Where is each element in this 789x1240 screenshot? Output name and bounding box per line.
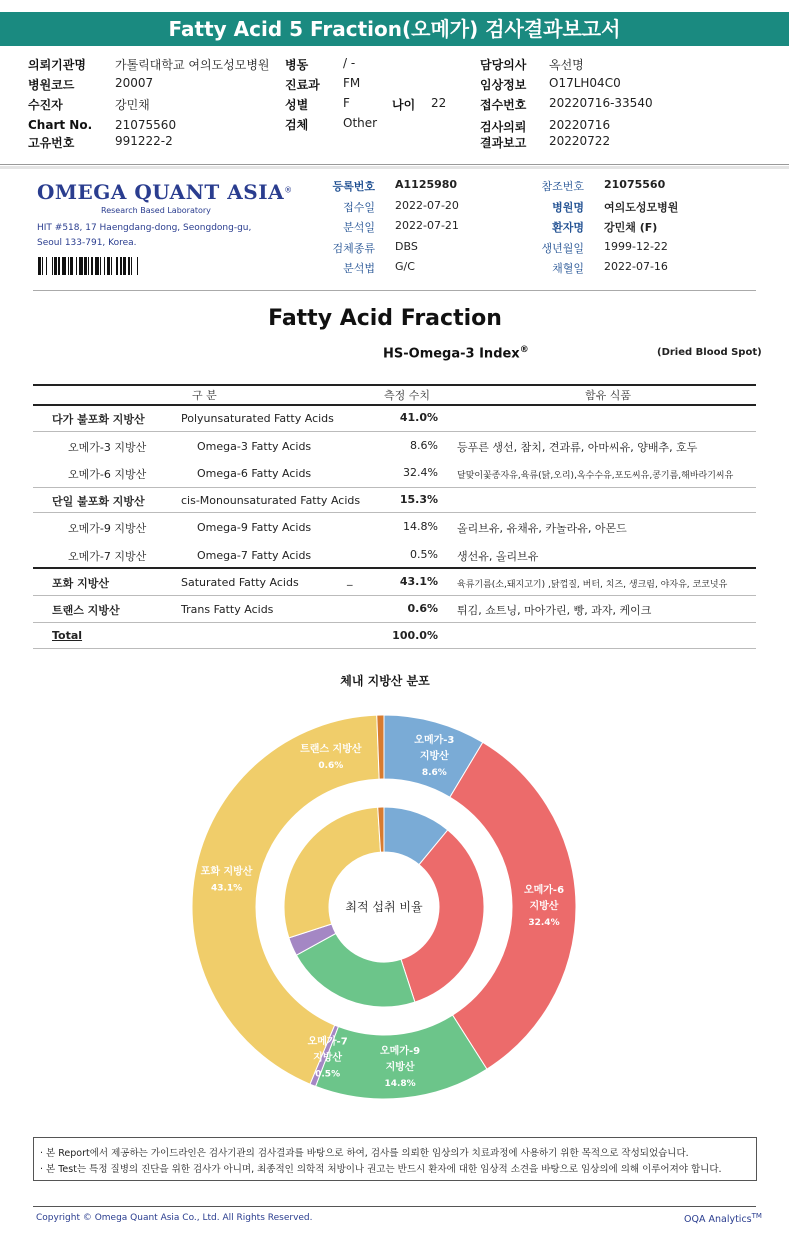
row-en: Omega-3 Fatty Acids — [197, 440, 312, 453]
row-en: Polyunsaturated Fatty Acids — [181, 412, 334, 425]
field-value: 2022-07-21 — [395, 219, 459, 232]
row-rule — [33, 512, 756, 513]
field-value: 1999-12-22 — [604, 239, 668, 253]
header-value: F — [343, 96, 350, 110]
field-label: 참조번호 — [541, 180, 584, 193]
subtitle-mark: ® — [519, 345, 529, 355]
header-label: 수진자 — [28, 98, 63, 112]
row-kr: 다가 불포화 지방산 — [52, 413, 145, 426]
sample-type: (Dried Blood Spot) — [657, 347, 762, 358]
logo-main: OMEGA QUANT ASIA — [37, 180, 285, 204]
slice-value-label: 32.4% — [528, 917, 560, 928]
row-kr: 포화 지방산 — [52, 577, 109, 590]
row-value: 14.8% — [403, 520, 438, 533]
row-food: 튀김, 쇼트닝, 마아가린, 빵, 과자, 케이크 — [457, 604, 652, 617]
table-top-rule — [33, 384, 756, 386]
field-value: 2022-07-20 — [395, 198, 459, 212]
header-label: 담당의사 — [480, 58, 527, 72]
disclaimer-line-1: · 본 Report에서 제공하는 가이드라인은 검사기관의 검사결과를 바탕으로 하여, 검사를 의뢰한 임상의가 치료과정에 사용하기 위한 목적으로 작성되었습니다. — [40, 1148, 689, 1159]
header-value: 옥선명 — [549, 58, 584, 72]
row-en: Omega-6 Fatty Acids — [197, 467, 312, 480]
header-value: O17LH04C0 — [549, 76, 621, 90]
field-value: 2022-07-16 — [604, 260, 668, 273]
field-value: DBS — [395, 239, 418, 253]
header-label: 병원코드 — [28, 78, 75, 92]
slice-name-label: 지방산 — [313, 1052, 343, 1064]
field-label: 병원명 — [552, 200, 584, 214]
row-kr: 단일 불포화 지방산 — [52, 495, 145, 508]
header-value: 20220716-33540 — [549, 96, 653, 110]
slice-name-label: 지방산 — [529, 900, 559, 912]
slice-value-label: 14.8% — [384, 1079, 416, 1090]
field-label: 접수일 — [343, 200, 375, 214]
report-title: Fatty Acid 5 Fraction(오메가) 검사결과보고서 — [0, 12, 789, 46]
total-label: Total — [52, 629, 83, 642]
field-label: 생년월일 — [541, 241, 584, 255]
row-rule — [33, 487, 756, 488]
header-value: / - — [343, 56, 356, 70]
header-bottom-rule — [33, 404, 756, 406]
footer-brand — [684, 1212, 762, 1225]
slice-value-label: 0.5% — [315, 1069, 341, 1080]
row-kr: 오메가-6 지방산 — [68, 468, 147, 481]
row-food: 달맞이꽃종자유,육류(닭,오리),옥수수유,포도씨유,콩기름,해바라기씨유 — [457, 471, 734, 481]
row-en: Omega-7 Fatty Acids — [197, 549, 312, 562]
row-en: cis-Monounsaturated Fatty Acids — [181, 494, 361, 507]
field-value: 강민채 (F) — [604, 221, 658, 234]
field-label: 채혈일 — [552, 262, 584, 275]
brand-text: OQA Analytics — [684, 1214, 752, 1226]
header-value: 강민채 — [115, 98, 150, 112]
logo-mark: ® — [284, 185, 293, 195]
field-value: 여의도성모병원 — [604, 200, 679, 214]
footer-copyright: Copyright © Omega Quant Asia Co., Ltd. All Rights Reserved. — [36, 1213, 313, 1223]
fatty-acid-donut-chart — [0, 700, 789, 1120]
chart-title: 체내 지방산 분포 — [340, 674, 430, 688]
header-value: 20220722 — [549, 134, 611, 148]
col-header-category: 구 분 — [192, 389, 217, 402]
field-label: 등록번호 — [332, 180, 375, 193]
slice-name-label: 트랜스 지방산 — [300, 744, 362, 756]
subtitle-text: HS-Omega-3 Index — [383, 346, 520, 362]
header-label: 진료과 — [285, 78, 320, 92]
slice-name-label: 포화 지방산 — [200, 866, 253, 878]
slice-name-label: 오메가-9 — [380, 1046, 421, 1058]
row-en: Saturated Fatty Acids — [181, 576, 299, 589]
brand-mark: TM — [751, 1212, 762, 1220]
logo-sub: Research Based Laboratory — [101, 206, 211, 215]
header-value: 20007 — [115, 76, 154, 90]
header-value: 991222-2 — [115, 134, 173, 148]
field-label: 검체종류 — [332, 241, 375, 255]
row-food: 생선유, 올리브유 — [457, 550, 539, 563]
col-header-food: 함유 식품 — [585, 389, 632, 402]
header-label: 검사의뢰 — [480, 120, 527, 134]
age-label: 나이 — [392, 98, 416, 112]
field-value: G/C — [395, 260, 415, 273]
header-value: 20220716 — [549, 118, 611, 132]
row-rule — [33, 431, 756, 432]
lab-address-2: Seoul 133-791, Korea. — [37, 238, 137, 248]
field-label: 환자명 — [552, 221, 584, 234]
header-value: 가톨릭대학교 여의도성모병원 — [115, 58, 270, 72]
row-food: 등푸른 생선, 참치, 견과류, 아마씨유, 양배추, 호두 — [457, 441, 698, 454]
row-dash: _ — [347, 573, 353, 586]
header-label: 성별 — [285, 98, 309, 112]
disclaimer-line-2: · 본 Test는 특정 질병의 진단을 위한 검사가 아니며, 최종적인 의학적 처방이나 권고는 반드시 환자에 대한 임상적 소견을 바탕으로 임상의에 의해 이루어져야 합니다. — [40, 1164, 722, 1175]
field-value: A1125980 — [395, 178, 458, 191]
row-value: 43.1% — [399, 575, 438, 588]
row-food: 육류기름(소,돼지고기) ,닭껍질, 버터, 치즈, 생크림, 야자유, 코코넛유 — [457, 580, 728, 590]
field-label: 분석일 — [343, 221, 375, 234]
row-value: 41.0% — [399, 411, 438, 424]
row-kr: 오메가-9 지방산 — [68, 522, 147, 535]
slice-name-label: 오메가-7 — [307, 1036, 348, 1048]
slice-value-label: 0.6% — [318, 761, 344, 772]
slice-name-label: 지방산 — [385, 1062, 415, 1074]
section-title: Fatty Acid Fraction — [268, 306, 502, 331]
row-kr: 트랜스 지방산 — [52, 604, 120, 617]
row-rule — [33, 595, 756, 596]
lab-address-1: HIT #518, 17 Haengdang-dong, Seongdong-gu, — [37, 223, 252, 233]
header-value: Other — [343, 116, 378, 130]
total-value: 100.0% — [392, 629, 438, 642]
header-label: 결과보고 — [480, 136, 527, 150]
slice-name-label: 오메가-6 — [523, 884, 565, 896]
slice-name-label: 지방산 — [419, 751, 449, 763]
header-value: 21075560 — [115, 118, 177, 132]
row-value: 32.4% — [403, 466, 438, 479]
row-en: Trans Fatty Acids — [181, 603, 274, 616]
slice-name-label: 오메가-3 — [414, 735, 455, 747]
row-food: 올리브유, 유채유, 카놀라유, 아몬드 — [457, 522, 627, 535]
header-label: 접수번호 — [480, 98, 527, 112]
field-value: 21075560 — [604, 178, 666, 191]
row-rule — [33, 622, 756, 623]
header-value: FM — [343, 76, 361, 90]
row-en: Omega-9 Fatty Acids — [197, 521, 312, 534]
row-value: 15.3% — [399, 493, 438, 506]
row-kr: 오메가-7 지방산 — [68, 550, 147, 563]
header-label: 임상정보 — [480, 78, 527, 92]
row-value: 0.5% — [410, 548, 438, 561]
row-value: 8.6% — [410, 439, 438, 452]
header-label: 고유번호 — [28, 136, 75, 150]
row-kr: 오메가-3 지방산 — [68, 441, 147, 454]
donut-center-label: 최적 섭취 비율 — [345, 900, 423, 914]
footer-divider — [33, 1206, 756, 1207]
age-value: 22 — [431, 96, 447, 110]
header-label: 검체 — [285, 118, 309, 132]
header-label: Chart No. — [28, 118, 93, 132]
row-rule — [33, 567, 756, 569]
slice-value-label: 43.1% — [210, 883, 243, 894]
header-label: 의뢰기관명 — [28, 58, 86, 72]
header-label: 병동 — [285, 58, 309, 72]
row-value: 0.6% — [407, 602, 438, 615]
col-header-value: 측정 수치 — [384, 389, 431, 402]
table-bottom-rule — [33, 648, 756, 649]
field-label: 분석법 — [343, 262, 375, 275]
slice-value-label: 8.6% — [421, 768, 447, 779]
